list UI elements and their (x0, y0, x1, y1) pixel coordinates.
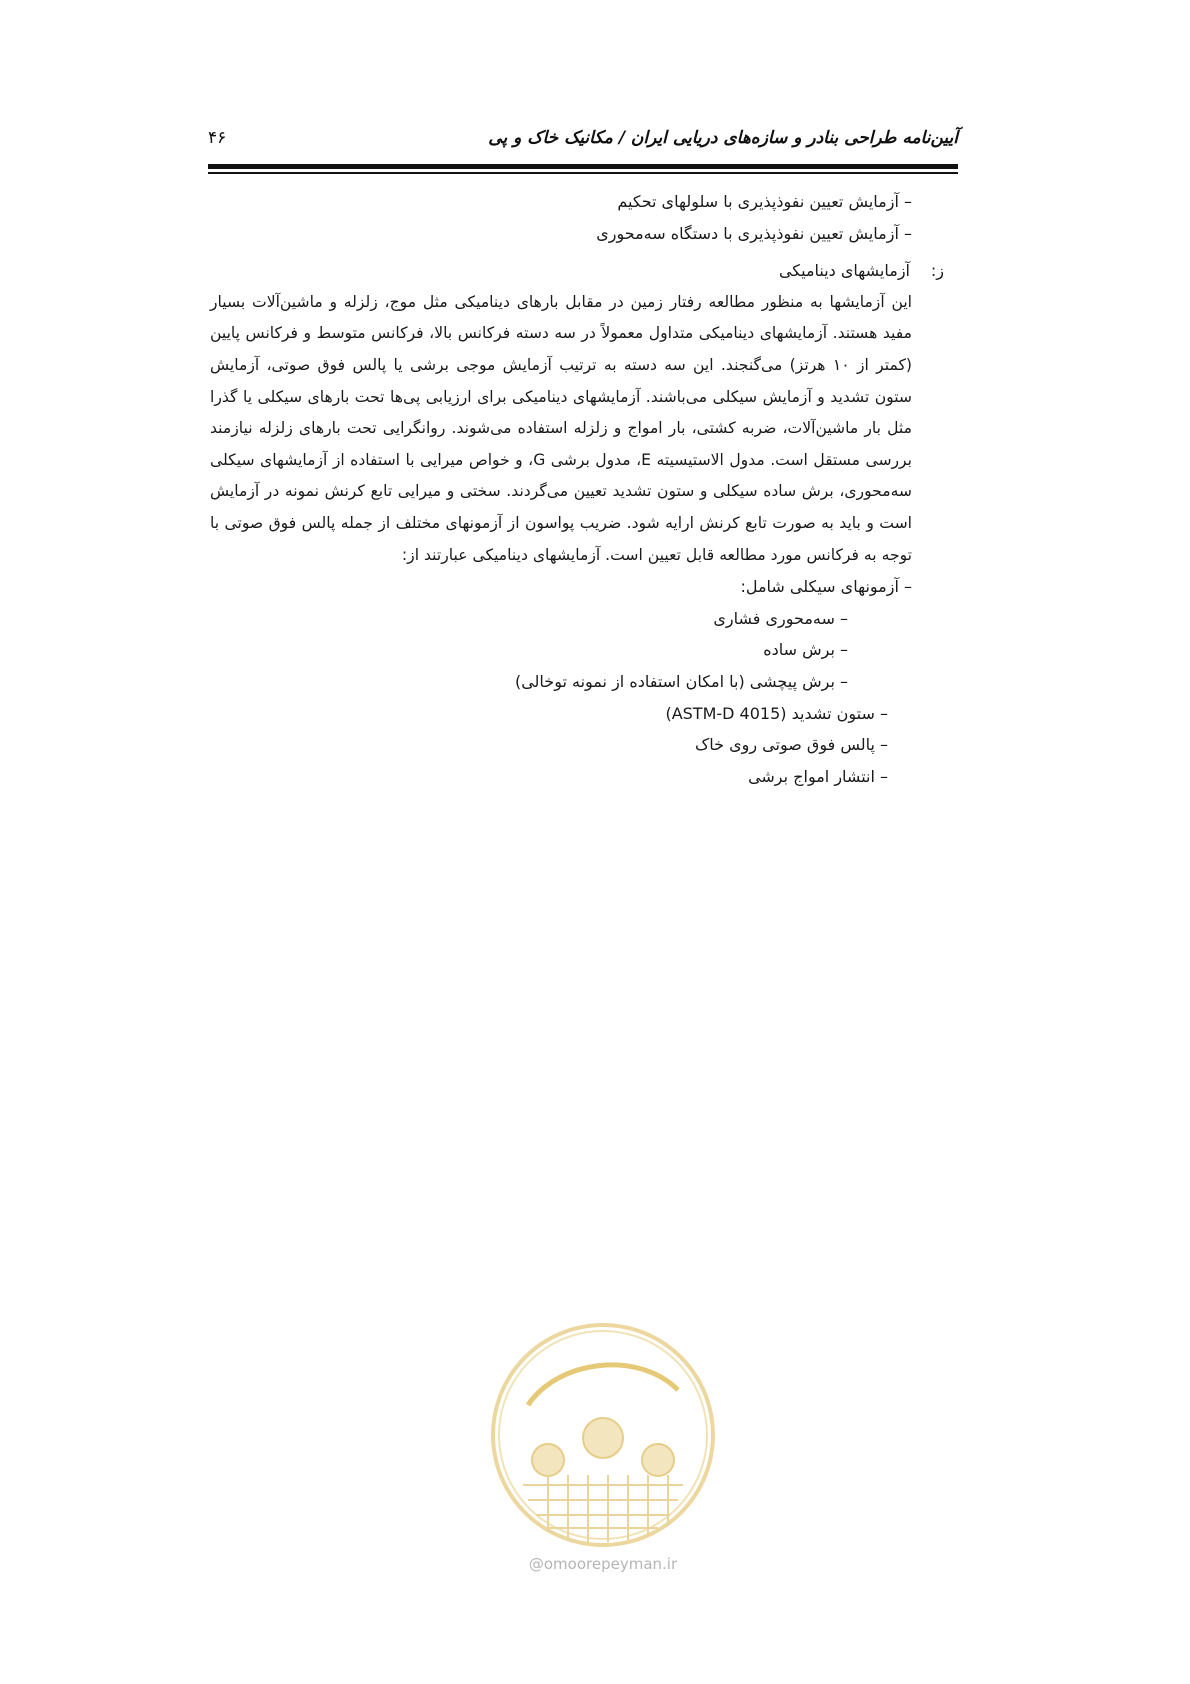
list-item: – برش پیچشی (با امکان استفاده از نمونه توخالی) (514, 671, 848, 691)
list-item: – آزمایش تعیین نفوذپذیری با سلولهای تحکیم (617, 192, 912, 211)
list-item: – پالس فوق صوتی روی خاک (694, 735, 888, 755)
body-paragraph: این آزمایشها به منظور مطالعه رفتار زمین در مقابل بارهای دینامیکی مثل موج، زلزله و ماشین‌آلات بسیار مفید هستند. آزمایشهای دینامیکی متداول معمولاً در سه دسته فرکانس بالا، فرکانس متوسط و فرکانس پایین (کمتر از ۱۰ هرتز) می‌گنجند. این سه دسته به ترتیب آزمایش موجی برشی یا پالس فوق صوتی، آزمایش ستون تشدید و آزمایش سیکلی می‌باشند. آزمایشهای دینامیکی برای ارزیابی پی‌ها تحت بارهای سیکلی یا گذرا مثل بار ماشین‌آلات، ضربه کشتی، بار امواج و زلزله استفاده می‌شوند. روانگرایی تحت بارهای زلزله نیازمند بررسی مستقل است. مدول الاستیسیته E، مدول برشی G، و خواص میرایی با استفاده از آزمایشهای سیکلی سه‌محوری، برش ساده سیکلی و ستون تشدید تعیین می‌گردند. سختی و میرایی تابع کرنش نمونه در آزمایش است و باید به صورت تابع کرنش ارایه شود. ضریب پواسون از آزمونهای مختلف از جمله پالس فوق صوتی با توجه به فرکانس مورد مطالعه قابل تعیین است. آزمایشهای دینامیکی عبارتند از: (210, 292, 912, 564)
header-rule-thin (208, 172, 958, 174)
watermark-logo (488, 1320, 718, 1550)
page-header (208, 128, 958, 158)
logo-script-stroke (528, 1365, 678, 1405)
list-item: – انتشار امواج برشی (748, 766, 888, 786)
list-item: – ستون تشدید (ASTM-D 4015) (665, 703, 888, 723)
watermark-url: @omoorepeyman.ir (528, 1555, 678, 1573)
list-item: – سه‌محوری فشاری (713, 608, 848, 628)
page-number: ۴۶ (208, 128, 227, 148)
running-title: آیین‌نامه طراحی بنادر و سازه‌های دریایی ایران / مکانیک خاک و پی (488, 128, 958, 148)
section-letter: ز: (930, 261, 944, 281)
page-body (210, 186, 944, 792)
header-rule-thick (208, 164, 958, 169)
list-item: – آزمایش تعیین نفوذپذیری با دستگاه سه‌محوری (596, 223, 912, 243)
list-item: – برش ساده (763, 640, 848, 660)
section-heading: آزمایشهای دینامیکی (778, 261, 910, 281)
gear-icon (532, 1418, 674, 1476)
section-heading-row (210, 255, 944, 287)
list-item: – آزمونهای سیکلی شامل: (740, 577, 912, 597)
